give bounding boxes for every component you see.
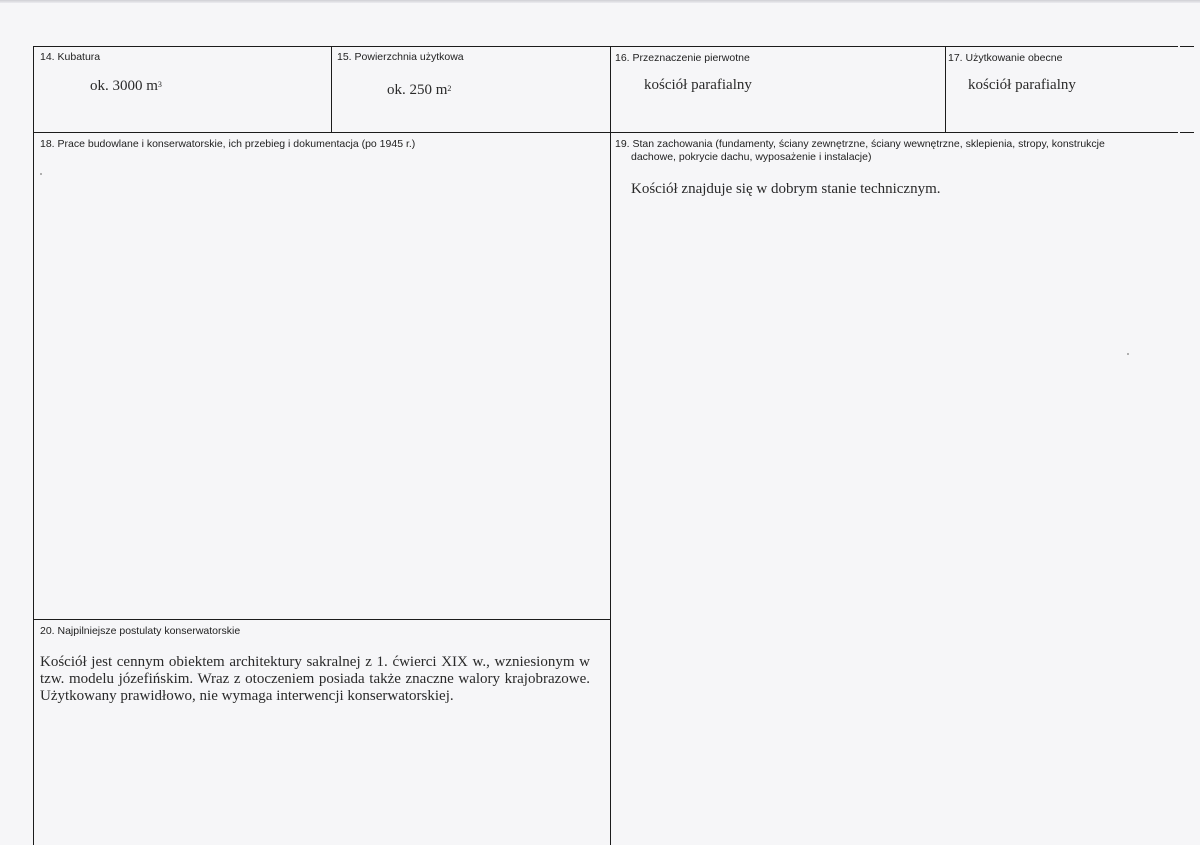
field-16-label: 16. Przeznaczenie pierwotne: [615, 52, 750, 64]
top-border-line: [33, 46, 1178, 47]
field-15-value: [387, 82, 451, 99]
field-15-unit-exponent: 2: [447, 84, 452, 93]
divider-16-17: [945, 46, 946, 132]
field-15-label: 15. Powierzchnia użytkowa: [337, 51, 464, 63]
field-15-value-text: ok. 250 m: [387, 82, 448, 98]
field-19-label-continued: dachowe, pokrycie dachu, wyposażenie i instalacje): [631, 151, 872, 163]
row1-bottom-line: [33, 132, 1178, 133]
field-14-value-text: ok. 3000 m: [90, 78, 158, 94]
field-16-value: kościół parafialny: [644, 77, 752, 93]
field-14-value: [90, 78, 162, 95]
field-19-label: 19. Stan zachowania (fundamenty, ściany zewnętrzne, ściany wewnętrzne, sklepienia, stropy, konstrukcje: [615, 138, 1105, 150]
field-14-label: 14. Kubatura: [40, 51, 101, 63]
scan-top-edge: [0, 0, 1200, 3]
scan-speck: [1127, 353, 1129, 355]
field-20-value: Kościół jest cennym obiektem architektury sakralnej z 1. ćwierci XIX w., wzniesionym w tzw. modelu józefińskim. Wraz z otoczeniem posiada także znaczne walory krajobrazowe. Użytkowany prawidłowo, nie wymaga interwencji konserwatorskiej.: [40, 654, 590, 704]
center-divider-line: [610, 46, 611, 845]
scan-speck: [40, 173, 42, 175]
field-14-unit-exponent: 3: [157, 80, 162, 89]
field-20-label: 20. Najpilniejsze postulaty konserwatorskie: [40, 625, 241, 637]
left-border-line: [33, 46, 34, 845]
top-border-line-ext: [1180, 46, 1194, 47]
field-19-value: Kościół znajduje się w dobrym stanie technicznym.: [631, 181, 941, 197]
row1-bottom-line-ext: [1180, 132, 1194, 133]
field-18-label: 18. Prace budowlane i konserwatorskie, ich przebieg i dokumentacja (po 1945 r.): [40, 138, 416, 150]
divider-14-15: [331, 46, 332, 132]
field-17-label: 17. Użytkowanie obecne: [948, 52, 1063, 64]
field-17-value: kościół parafialny: [968, 77, 1076, 93]
field20-top-line: [33, 619, 611, 620]
